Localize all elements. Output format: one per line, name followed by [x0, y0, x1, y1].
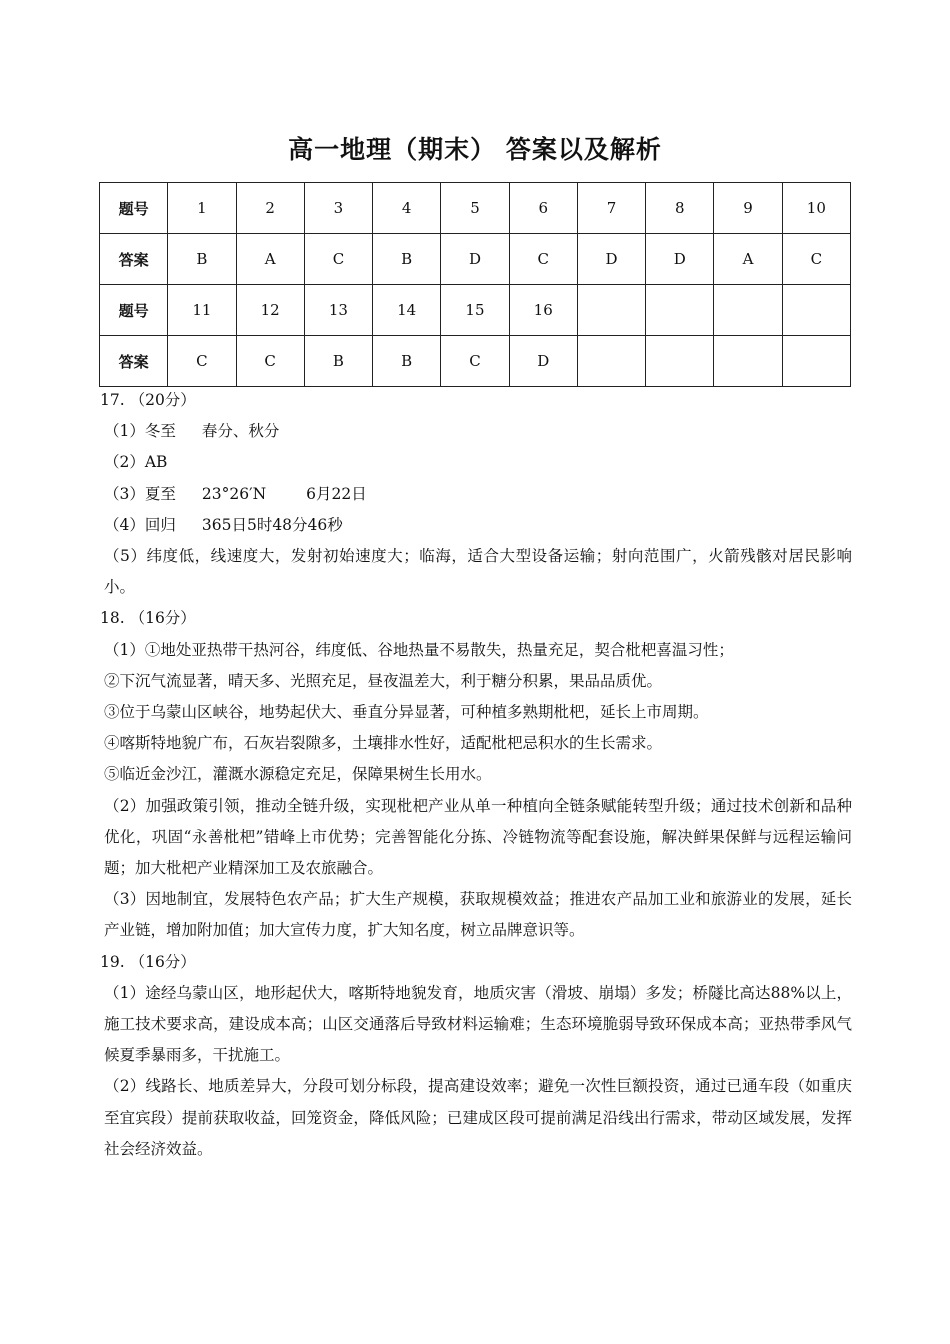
answer-table-cell: A	[714, 234, 782, 285]
answer-table-cell: C	[304, 234, 372, 285]
answer-table-cell: 3	[304, 183, 372, 234]
answer-table-cell	[577, 285, 645, 336]
q17-part4-answer-b: 365日5时48分46秒	[201, 515, 343, 534]
answer-table-cell: 1	[168, 183, 236, 234]
answer-table-cell: B	[373, 336, 441, 387]
answer-table-row	[100, 183, 851, 234]
answer-table-cell	[646, 285, 714, 336]
answer-table-cell: 11	[168, 285, 236, 336]
q18-part1-point5: ⑤临近金沙江，灌溉水源稳定充足，保障果树生长用水。	[104, 765, 492, 784]
q18-part1-point4: ④喀斯特地貌广布，石灰岩裂隙多，土壤排水性好，适配枇杷忌积水的生长需求。	[104, 734, 663, 753]
q17-part1-answer-a: （1）冬至	[104, 422, 176, 441]
answer-table-row	[100, 285, 851, 336]
answer-table-cell: 5	[441, 183, 509, 234]
q17-part4-answer-a: （4）回归	[104, 515, 176, 534]
answer-table-cell: C	[168, 336, 236, 387]
q17-part1	[104, 416, 852, 447]
q17-part2: （2）AB	[104, 453, 168, 472]
q17-part5: （5）纬度低，线速度大，发射初始速度大；临海，适合大型设备运输；射向范围广，火箭残骸对居民影响小。	[104, 547, 852, 597]
answer-table-row-header: 题号	[100, 183, 168, 234]
answer-table-cell: 9	[714, 183, 782, 234]
answer-table-cell: 15	[441, 285, 509, 336]
answer-table-cell	[782, 285, 850, 336]
q18-part1-point2: ②下沉气流显著，晴天多、光照充足，昼夜温差大，利于糖分积累，果品品质优。	[104, 671, 663, 690]
answer-table-cell: D	[646, 234, 714, 285]
answer-table-cell: 7	[577, 183, 645, 234]
answer-table-cell: D	[441, 234, 509, 285]
answer-table-cell	[714, 285, 782, 336]
answer-table-cell: B	[168, 234, 236, 285]
question-18-header: 18. （16分）	[100, 609, 196, 628]
answer-table-row	[100, 234, 851, 285]
answer-table-row-header: 题号	[100, 285, 168, 336]
answer-table-cell	[646, 336, 714, 387]
answer-table-cell: 12	[236, 285, 304, 336]
q18-part1-point1: （1）①地处亚热带干热河谷，纬度低、谷地热量不易散失，热量充足，契合枇杷喜温习性；	[104, 640, 734, 659]
answer-table-cell: C	[441, 336, 509, 387]
answer-table-cell: 6	[509, 183, 577, 234]
answer-table-row	[100, 336, 851, 387]
answer-table-cell: 2	[236, 183, 304, 234]
answer-table-cell: 16	[509, 285, 577, 336]
answer-table-cell	[714, 336, 782, 387]
answer-table-cell	[782, 336, 850, 387]
page-title: 高一地理（期末） 答案以及解析	[288, 135, 662, 164]
question-19-header: 19. （16分）	[100, 952, 196, 971]
answer-table-cell: C	[509, 234, 577, 285]
answer-table-cell: C	[236, 336, 304, 387]
answer-table-row-header: 答案	[100, 336, 168, 387]
answer-table-cell: C	[782, 234, 850, 285]
q17-part3-answer-b: 23°26′N	[201, 484, 267, 503]
answer-table-cell: B	[373, 234, 441, 285]
answer-table-cell: D	[509, 336, 577, 387]
answer-table-cell: B	[304, 336, 372, 387]
answer-table-cell	[577, 336, 645, 387]
q17-part3-answer-c: 6月22日	[306, 484, 367, 503]
question-17-header: 17. （20分）	[100, 391, 196, 409]
q19-part1: （1）途经乌蒙山区，地形起伏大，喀斯特地貌发育，地质灾害（滑坡、崩塌）多发；桥隧比高达88%以上，施工技术要求高，建设成本高；山区交通落后导致材料运输难；生态环境脆弱导致环保成本高；亚热带季风气候夏季暴雨多，干扰施工。	[104, 983, 852, 1065]
answer-table	[99, 182, 851, 387]
q17-part3	[104, 479, 852, 510]
q17-part1-answer-b: 春分、秋分	[201, 422, 280, 441]
q17-part4	[104, 510, 852, 541]
answer-table-row-header: 答案	[100, 234, 168, 285]
q19-part2: （2）线路长、地质差异大，分段可划分标段，提高建设效率；避免一次性巨额投资，通过已通车段（如重庆至宜宾段）提前获取收益，回笼资金，降低风险；已建成区段可提前满足沿线出行需求，带动区域发展，发挥社会经济效益。	[104, 1077, 852, 1158]
answer-table-cell: 8	[646, 183, 714, 234]
answer-table-cell: A	[236, 234, 304, 285]
q17-part3-answer-a: （3）夏至	[104, 484, 176, 503]
q18-part2: （2）加强政策引领，推动全链升级，实现枇杷产业从单一种植向全链条赋能转型升级；通过技术创新和品种优化，巩固“永善枇杷”错峰上市优势；完善智能化分拣、冷链物流等配套设施，解决鲜果保鲜与远程运输问题；加大枇杷产业精深加工及农旅融合。	[104, 796, 852, 878]
answer-table-cell: 14	[373, 285, 441, 336]
answer-explanations	[100, 385, 852, 1165]
answer-table-cell: 13	[304, 285, 372, 336]
answer-table-cell: D	[577, 234, 645, 285]
q18-part3: （3）因地制宜，发展特色农产品；扩大生产规模，获取规模效益；推进农产品加工业和旅游业的发展，延长产业链，增加附加值；加大宣传力度，扩大知名度，树立品牌意识等。	[104, 890, 852, 940]
q18-part1-point3: ③位于乌蒙山区峡谷，地势起伏大、垂直分异显著，可种植多熟期枇杷，延长上市周期。	[104, 703, 709, 722]
answer-table-cell: 10	[782, 183, 850, 234]
answer-table-cell: 4	[373, 183, 441, 234]
